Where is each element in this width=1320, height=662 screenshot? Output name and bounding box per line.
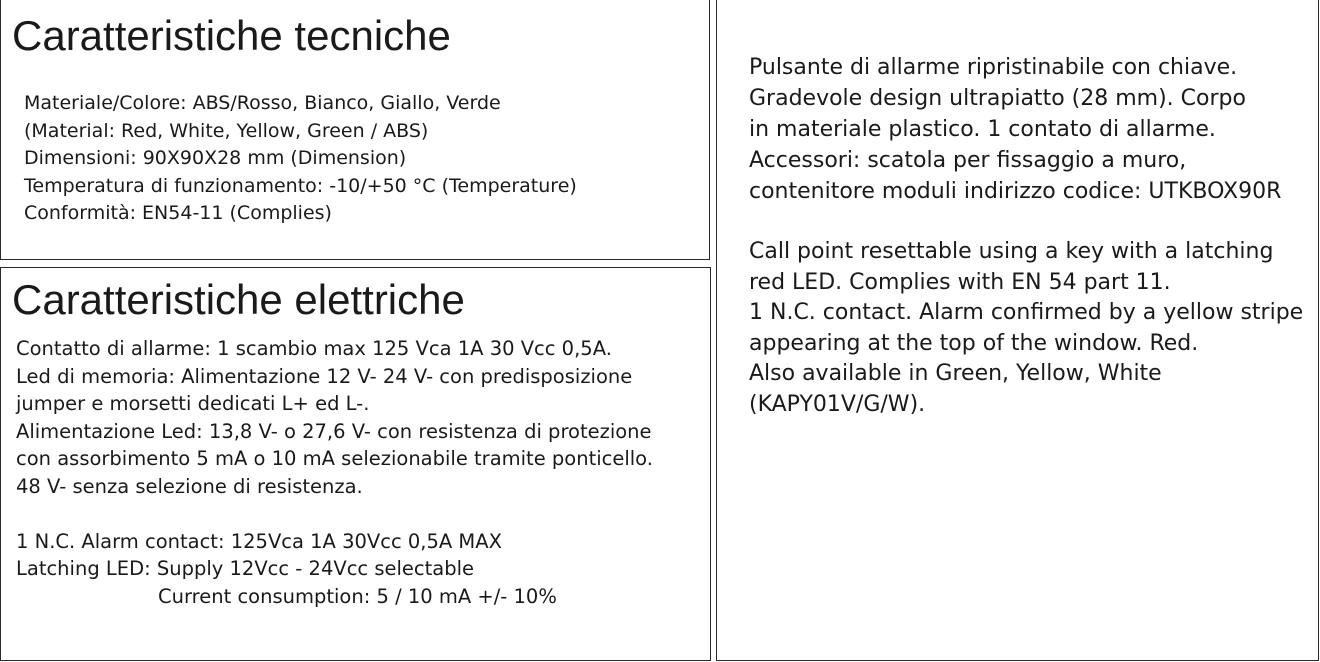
description-italian: [749, 52, 1281, 207]
description-line: Pulsante di allarme ripristinabile con chiave.: [749, 55, 1238, 80]
electrical-specs-title: Caratteristiche elettriche: [12, 276, 465, 323]
technical-specs-panel: [0, 0, 710, 260]
spacer: [16, 500, 653, 528]
spec-memory-led: Led di memoria: Alimentazione 12 V- 24 V- con predisposizione: [16, 364, 633, 388]
electrical-specs-list: [16, 335, 653, 610]
spec-compliance: Conformità: EN54-11 (Complies): [24, 202, 332, 224]
spec-led-supply: Alimentazione Led: 13,8 V- o 27,6 V- con resistenza di protezione: [16, 419, 652, 443]
spec-led-supply-cont: con assorbimento 5 mA o 10 mA selezionabile tramite ponticello.: [16, 447, 653, 470]
description-line: in materiale plastico. 1 contato di allarme.: [749, 117, 1216, 142]
description-line: Accessori: scatola per fissaggio a muro,: [749, 148, 1187, 173]
description-panel: [716, 0, 1319, 661]
description-line: Gradevole design ultrapiatto (28 mm). Corpo: [749, 86, 1246, 111]
description-english: [749, 237, 1303, 420]
spec-alarm-contact-en: 1 N.C. Alarm contact: 125Vca 1A 30Vcc 0,5A MAX: [16, 529, 502, 553]
spec-latching-led-en: Latching LED: Supply 12Vcc - 24Vcc selectable: [16, 557, 475, 580]
electrical-specs-panel: [0, 267, 711, 661]
description-line: appearing at the top of the window. Red.: [749, 330, 1199, 356]
description-line: 1 N.C. contact. Alarm confirmed by a yellow stripe: [749, 300, 1304, 325]
description-line: (KAPY01V/G/W).: [749, 391, 926, 417]
description-line: red LED. Complies with EN 54 part 11.: [749, 269, 1171, 295]
technical-specs-list: [24, 90, 577, 228]
technical-specs-title: Caratteristiche tecniche: [12, 12, 451, 59]
spec-48v: 48 V- senza selezione di resistenza.: [16, 474, 363, 498]
spec-alarm-contact: Contatto di allarme: 1 scambio max 125 Vca 1A 30 Vcc 0,5A.: [16, 337, 612, 360]
description-line: Call point resettable using a key with a latching: [749, 239, 1274, 264]
description-line: contenitore moduli indirizzo codice: UTKBOX90R: [749, 179, 1282, 204]
spec-memory-led-cont: jumper e morsetti dedicati L+ ed L-.: [16, 392, 370, 415]
spec-current-consumption-en: Current consumption: 5 / 10 mA +/- 10%: [158, 584, 557, 608]
spec-temperature: Temperatura di funzionamento: -10/+50 °C (Temperature): [24, 174, 577, 197]
spec-material-en: (Material: Red, White, Yellow, Green / ABS): [24, 119, 429, 142]
spec-dimensions: Dimensioni: 90X90X28 mm (Dimension): [24, 147, 407, 169]
spec-material: Materiale/Colore: ABS/Rosso, Bianco, Giallo, Verde: [24, 92, 501, 114]
description-line: Also available in Green, Yellow, White: [749, 361, 1162, 386]
